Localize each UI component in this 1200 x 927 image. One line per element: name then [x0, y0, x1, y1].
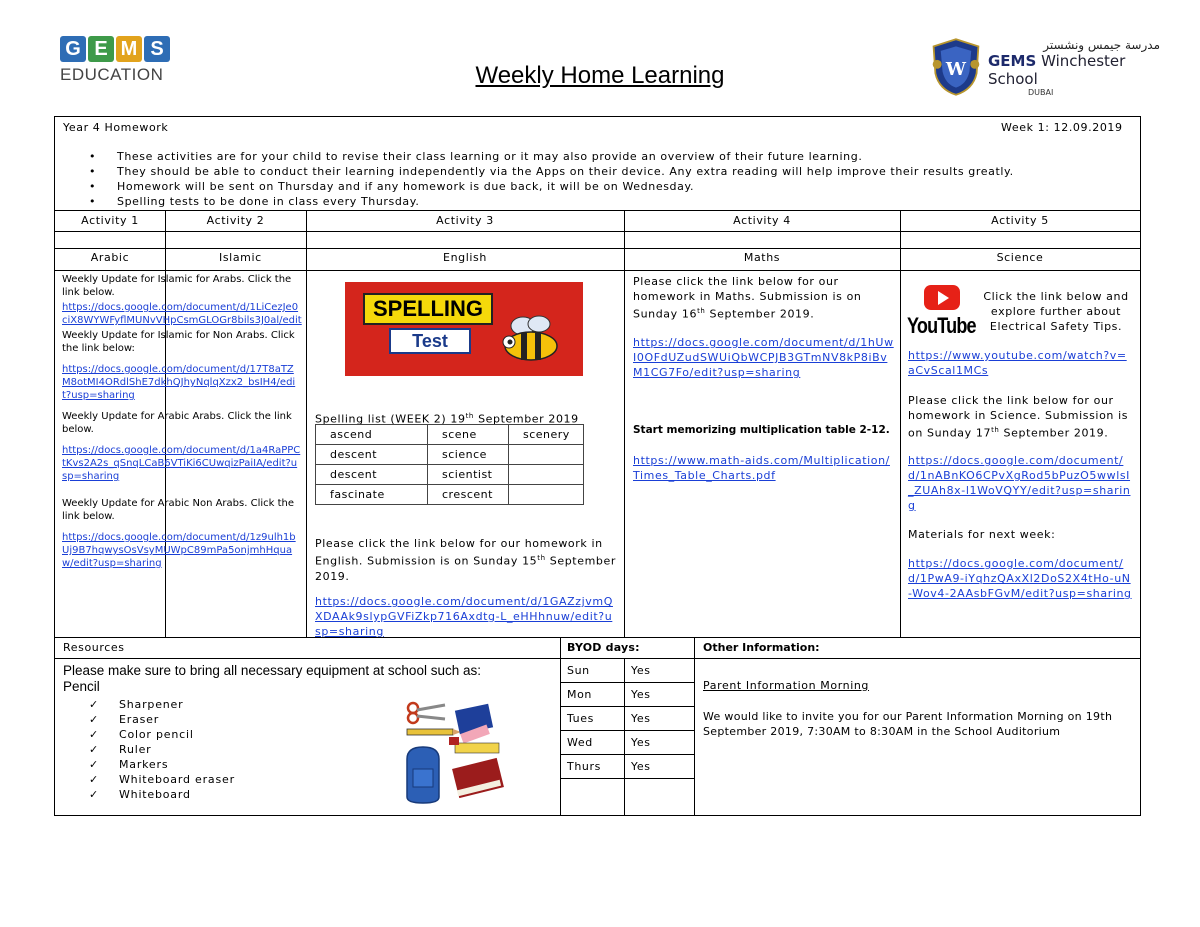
- maths-text-a: Please click the link below for our homework in Maths. Submission is on Sunday 16: [633, 275, 862, 321]
- banner-test: Test: [389, 328, 471, 354]
- parent-morning-text: We would like to invite you for our Parent Information Morning on 19th September 2019, 7:30AM to 8:30AM in the School Auditorium: [703, 710, 1113, 738]
- multiplication-chart-link[interactable]: https://www.math-aids.com/Multiplication/Times_Table_Charts.pdf: [633, 454, 890, 482]
- year-label: Year 4 Homework: [63, 121, 169, 134]
- list-item: ✓ Whiteboard eraser: [55, 772, 355, 787]
- arabic-arabs-link[interactable]: https://docs.google.com/document/d/1a4RaPPCtKvs2A2s_qSnqLCaB6VTiKi6CUwqizPaiIA/edit?usp=sharing: [62, 445, 301, 482]
- spelling-word: scientist: [428, 465, 509, 485]
- youtube-logo: [907, 283, 977, 345]
- school-name-bold: GEMS: [987, 51, 1037, 70]
- update-text: Weekly Update for Arabic Arabs. Click the link below.: [62, 411, 292, 435]
- islamic-non-arabs-link[interactable]: https://docs.google.com/document/d/17T8aTZM8otMI4ORdlShE7dkhQJhyNqlqXzx2_bsIH4/edit?usp=sharing: [62, 364, 296, 401]
- spelling-test-banner: [345, 282, 583, 376]
- list-item: ✓ Eraser: [55, 712, 355, 727]
- byod-day: Mon: [567, 688, 592, 701]
- activity-header: Activity 5: [991, 214, 1049, 227]
- resources-intro: Please make sure to bring all necessary equipment at school such as:: [63, 663, 481, 678]
- byod-day: Thurs: [567, 760, 601, 773]
- maths-text-b: September 2019.: [705, 307, 815, 321]
- list-item: • They should be able to conduct their learning independently via the Apps on their device. Any extra reading will help improve their results greatly.: [55, 164, 1135, 179]
- table-row: [316, 485, 584, 505]
- spelling-word: ascend: [316, 425, 428, 445]
- gems-letter: M: [116, 36, 142, 62]
- school-city: DUBAI: [1027, 87, 1054, 97]
- page-title: Weekly Home Learning: [475, 62, 725, 89]
- update-text: Weekly Update for Islamic for Arabs. Click the link below.: [62, 274, 292, 298]
- list-item: ✓ Color pencil: [55, 727, 355, 742]
- superscript: th: [697, 307, 706, 315]
- activity-header: Activity 4: [733, 214, 791, 227]
- resources-heading: Resources: [63, 641, 125, 654]
- byod-value: Yes: [631, 712, 651, 725]
- school-supplies-icon: [405, 699, 505, 805]
- gems-education-text: EDUCATION: [60, 65, 164, 84]
- youtube-caption: Click the link below and explore further about Electrical Safety Tips.: [983, 290, 1129, 333]
- school-logo: [930, 34, 1160, 100]
- other-info-heading: Other Information:: [703, 641, 820, 654]
- banner-spelling: SPELLING: [363, 293, 493, 325]
- youtube-video-link[interactable]: https://www.youtube.com/watch?v=aCvScal1MCs: [908, 349, 1127, 377]
- maths-instructions: [633, 274, 895, 322]
- islamic-arabs-link[interactable]: https://docs.google.com/document/d/1LiCezJe0ciX8WYWFyflMUNvVHpCsmGLOGr8bils3J0al/edit: [62, 302, 302, 326]
- table-row: [316, 465, 584, 485]
- table-row: [316, 445, 584, 465]
- arabic-non-arabs-link[interactable]: https://docs.google.com/document/d/1z9ulh1bUj9B7hqwysOsVsyMUWpC89mPa5onjmhHquaw/edit?usp=sharing: [62, 532, 296, 569]
- list-item: ✓ Whiteboard: [55, 787, 355, 802]
- intro-bullets: [55, 149, 1135, 209]
- islamic-arabic-cell: [62, 273, 302, 570]
- superscript: th: [465, 412, 474, 420]
- spelling-word: scene: [428, 425, 509, 445]
- subject-header: Science: [996, 251, 1044, 264]
- subject-header: Maths: [743, 251, 781, 264]
- gems-letter: G: [60, 36, 86, 62]
- maths-bold-note: Start memorizing multiplication table 2-12.: [633, 424, 890, 436]
- school-name-block: [988, 38, 1160, 97]
- school-name-arabic: مدرسة جيمس ونشستر: [1043, 37, 1160, 52]
- list-item: • Homework will be sent on Thursday and if any homework is due back, it will be on Wednesday.: [55, 179, 1135, 194]
- youtube-wordmark: YouTube: [907, 313, 976, 338]
- school-name: [988, 52, 1160, 88]
- spelling-title-end: September 2019: [473, 412, 579, 426]
- list-item: ✓ Markers: [55, 757, 355, 772]
- byod-heading: BYOD days:: [567, 641, 640, 654]
- byod-value: Yes: [631, 688, 651, 701]
- spelling-word: descent: [316, 465, 428, 485]
- english-instructions: [315, 536, 617, 584]
- gems-letter: E: [88, 36, 114, 62]
- spelling-word: scenery: [509, 425, 584, 445]
- spelling-word: fascinate: [316, 485, 428, 505]
- activity-header: Activity 1: [81, 214, 139, 227]
- spelling-table: [315, 424, 584, 505]
- gems-letter: S: [144, 36, 170, 62]
- update-text: Weekly Update for Arabic Non Arabs. Click the link below.: [62, 498, 295, 522]
- byod-day: Sun: [567, 664, 590, 677]
- bee-icon: [495, 312, 565, 364]
- science-text-a: Please click the link below for our homework in Science. Submission is on Sunday 17: [908, 394, 1129, 440]
- spelling-word: crescent: [428, 485, 509, 505]
- byod-day: Wed: [567, 736, 593, 749]
- activity-header: Activity 2: [206, 214, 265, 227]
- resources-first-item: Pencil: [63, 679, 100, 694]
- school-crest-icon: [930, 34, 982, 100]
- english-text-a: Please click the link below for our homework in English. Submission is on Sunday 15: [315, 537, 603, 568]
- maths-homework-link[interactable]: https://docs.google.com/document/d/1hUwI0OFdUZudSWUiQbWCPJB3GTmNV8kP8iBvM1CG7Fo/edit?usp=sharing: [633, 336, 894, 379]
- subject-header: Islamic: [219, 251, 262, 264]
- byod-value: Yes: [631, 760, 651, 773]
- spelling-word: [509, 465, 584, 485]
- spelling-word: descent: [316, 445, 428, 465]
- homework-table: [54, 116, 1141, 816]
- byod-value: Yes: [631, 736, 651, 749]
- subject-header: Arabic: [90, 251, 130, 264]
- week-label: Week 1: 12.09.2019: [1001, 121, 1123, 134]
- superscript: th: [537, 554, 546, 562]
- update-text: Weekly Update for Islamic for Non Arabs. Click the link below:: [62, 330, 295, 354]
- table-row: [316, 425, 584, 445]
- science-text-b: September 2019.: [999, 426, 1109, 440]
- parent-morning-heading: Parent Information Morning: [703, 679, 870, 692]
- science-instructions: [908, 393, 1134, 441]
- materials-link[interactable]: https://docs.google.com/document/d/1PwA9-iYqhzQAxXl2DoS2X4tHo-uN-Wov4-2AAsbFGvM/edit?usp=sharing: [908, 557, 1132, 600]
- english-text-b: September 2019.: [315, 554, 616, 583]
- byod-day: Tues: [567, 712, 594, 725]
- english-homework-link[interactable]: https://docs.google.com/document/d/1GAZzjvmQXDAAk9slypGVFiZkp716Axdtg-L_eHHhnuw/edit?usp=sharing: [315, 595, 613, 638]
- equipment-list: [55, 697, 355, 802]
- byod-value: Yes: [631, 664, 651, 677]
- youtube-play-icon: [924, 285, 960, 310]
- activity-header: Activity 3: [436, 214, 494, 227]
- list-item: • Spelling tests to be done in class every Thursday.: [55, 194, 1135, 209]
- list-item: • These activities are for your child to revise their class learning or it may also provide an overview of their future learning.: [55, 149, 1135, 164]
- list-item: ✓ Ruler: [55, 742, 355, 757]
- spelling-word: science: [428, 445, 509, 465]
- spelling-word: [509, 485, 584, 505]
- science-homework-link[interactable]: https://docs.google.com/document/d/1nABnKO6CPvXgRod5bPuzO5wwlsI_ZUAh8x-l1WoVQYY/edit?usp=sharing: [908, 454, 1131, 512]
- spelling-word: [509, 445, 584, 465]
- svg-text:W: W: [945, 59, 967, 81]
- school-name-rest: Winchester School: [987, 51, 1126, 88]
- spelling-title-text: Spelling list (WEEK 2) 19: [315, 412, 466, 426]
- list-item: ✓ Sharpener: [55, 697, 355, 712]
- superscript: th: [991, 426, 1000, 434]
- subject-header: English: [443, 251, 487, 264]
- gems-wordmark: [60, 36, 180, 62]
- materials-label: Materials for next week:: [908, 528, 1056, 541]
